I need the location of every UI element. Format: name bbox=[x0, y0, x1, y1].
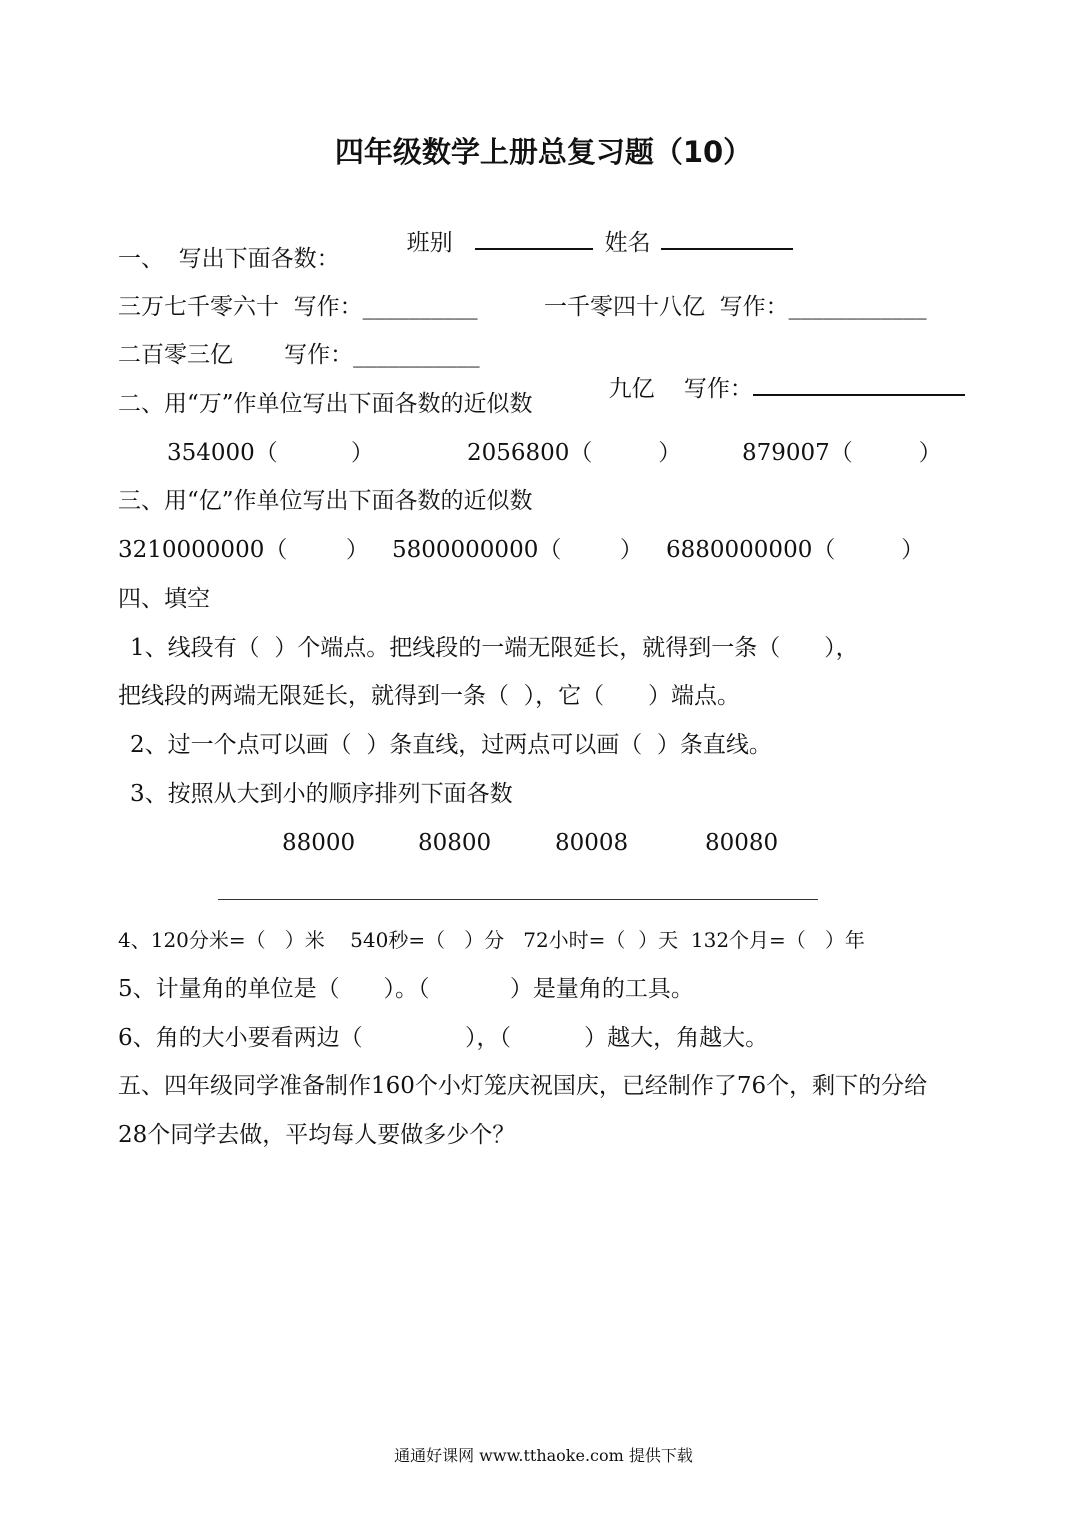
section2-heading: 二、用“万”作单位写出下面各数的近似数 bbox=[118, 391, 533, 417]
section4-q2: 2、过一个点可以画（ ）条直线，过两点可以画（ ）条直线。 bbox=[130, 732, 772, 758]
page-title: 四年级数学上册总复习题（10） bbox=[334, 135, 753, 169]
section3-item-1: 3210000000（ ） bbox=[118, 537, 369, 563]
section1-item-4-label: 九亿 写作： bbox=[608, 376, 753, 402]
section3-item-2: 5800000000（ ） bbox=[392, 537, 643, 563]
number-80008: 80008 bbox=[555, 830, 629, 856]
section4-q5: 5、计量角的单位是（ ）。（ ）是量角的工具。 bbox=[118, 976, 694, 1002]
class-blank[interactable] bbox=[475, 224, 593, 250]
section4-heading: 四、填空 bbox=[118, 586, 210, 612]
section3-heading: 三、用“亿”作单位写出下面各数的近似数 bbox=[118, 488, 533, 514]
number-88000: 88000 bbox=[282, 830, 356, 856]
number-80800: 80800 bbox=[418, 830, 492, 856]
section5-line2: 28个同学去做，平均每人要做多少个？ bbox=[118, 1122, 516, 1148]
footer-text: 通通好课网 www.tthaoke.com 提供下载 bbox=[394, 1446, 693, 1465]
number-80080: 80080 bbox=[705, 830, 779, 856]
class-label: 班别 bbox=[406, 230, 453, 256]
section5-line1: 五、四年级同学准备制作160个小灯笼庆祝国庆，已经制作了76个，剩下的分给 bbox=[118, 1073, 928, 1099]
section4-q3: 3、按照从大到小的顺序排列下面各数 bbox=[130, 781, 513, 807]
section1-item-4 bbox=[594, 340, 965, 404]
section2-item-2: 2056800（ ） bbox=[467, 440, 682, 466]
section4-q6: 6、角的大小要看两边（ ），（ ）越大，角越大。 bbox=[118, 1025, 769, 1051]
section2-item-3: 879007（ ） bbox=[742, 440, 942, 466]
class-name-row bbox=[392, 194, 793, 258]
name-blank[interactable] bbox=[661, 224, 793, 250]
section3-item-3: 6880000000（ ） bbox=[666, 537, 925, 563]
section2-item-1: 354000（ ） bbox=[167, 440, 374, 466]
name-label: 姓名 bbox=[604, 230, 651, 256]
section1-item-2: 一千零四十八亿 写作：____________ bbox=[544, 294, 927, 320]
section1-item-1: 三万七千零六十 写作：__________ bbox=[118, 294, 478, 320]
section1-item-4-blank[interactable] bbox=[753, 370, 965, 396]
section1-item-3: 二百零三亿 写作：___________ bbox=[118, 342, 480, 368]
section4-q1-line1: 1、线段有（ ）个端点。把线段的一端无限延长，就得到一条（ ）， bbox=[130, 635, 859, 661]
ordering-answer-line[interactable] bbox=[218, 899, 818, 900]
section1-heading: 一、 写出下面各数： bbox=[118, 246, 340, 272]
section4-q4: 4、120分米=（ ）米 540秒=（ ）分 72小时=（ ）天 132个月=（ ）年 bbox=[118, 928, 865, 952]
section4-q1-line2: 把线段的两端无限延长，就得到一条（ ），它（ ）端点。 bbox=[118, 683, 740, 709]
